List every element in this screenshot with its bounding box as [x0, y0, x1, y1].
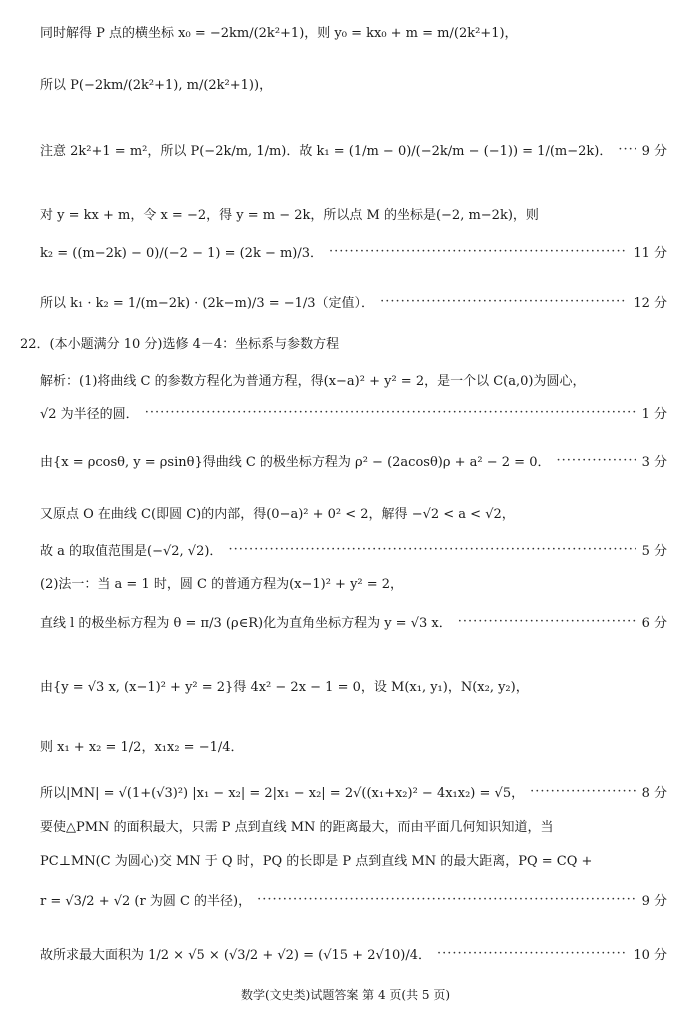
text-line: 同时解得 P 点的横坐标 x₀ = −2km/(2k²+1)，则 y₀ = kx₀ + m = m/(2k²+1)，	[40, 26, 518, 41]
score-label: 9 分	[641, 144, 667, 159]
dot-leader	[458, 614, 636, 629]
text-line: 所以 P(−2km/(2k²+1), m/(2k²+1))，	[40, 78, 273, 93]
dot-leader	[556, 453, 635, 468]
dot-leader	[145, 405, 636, 420]
dot-leader	[228, 542, 635, 557]
text-line: 要使△PMN 的面积最大，只需 P 点到直线 MN 的距离最大，而由平面几何知识知道，当	[40, 820, 554, 835]
text-line: 所以|MN| = √(1+(√3)²) |x₁ − x₂| = 2|x₁ − x₂| = 2√((x₁+x₂)² − 4x₁x₂) = √5， ····· 8 分	[40, 782, 667, 801]
text-line: 又原点 O 在曲线 C(即圆 C)的内部，得(0−a)² + 0² < 2，解得 −√2 < a < √2，	[40, 507, 515, 522]
text-line: 故所求最大面积为 1/2 × √5 × (√3/2 + √2) = (√15 + 2√10)/4． ····· 10 分	[40, 944, 667, 963]
dot-leader	[329, 244, 627, 259]
dot-leader	[257, 892, 635, 907]
score-label: 6 分	[641, 616, 667, 631]
text-line: PC⊥MN(C 为圆心)交 MN 于 Q 时，PQ 的长即是 P 点到直线 MN 的最大距离，PQ = CQ +	[40, 854, 593, 869]
score-label: 8 分	[641, 786, 667, 801]
text-line: k₂ = ((m−2k) − 0)/(−2 − 1) = (2k − m)/3． ····· 11 分	[40, 242, 667, 261]
text-line: √2 为半径的圆． ····· 1 分	[40, 403, 667, 422]
text-line: 对 y = kx + m，令 x = −2，得 y = m − 2k，所以点 M 的坐标是(−2, m−2k)，则	[40, 208, 539, 223]
score-label: 10 分	[633, 948, 667, 963]
dot-leader	[530, 784, 636, 799]
text-line: 由{y = √3 x, (x−1)² + y² = 2}得 4x² − 2x − 1 = 0，设 M(x₁, y₁)，N(x₂, y₂)，	[40, 680, 529, 695]
text-line: 故 a 的取值范围是(−√2, √2)． ····· 5 分	[40, 540, 667, 559]
text-line: 注意 2k²+1 = m²，所以 P(−2k/m, 1/m)．故 k₁ = (1/m − 0)/(−2k/m − (−1)) = 1/(m−2k)． ····· 9 分	[40, 140, 667, 159]
score-label: 3 分	[641, 455, 667, 470]
page-footer: 数学(文史类)试题答案 第 4 页(共 5 页)	[240, 988, 451, 1002]
score-label: 9 分	[641, 894, 667, 909]
dot-leader	[437, 946, 627, 961]
dot-leader	[618, 142, 635, 157]
score-label: 5 分	[641, 544, 667, 559]
score-label: 11 分	[633, 246, 667, 261]
score-label: 12 分	[633, 296, 667, 311]
text-line: 解析：(1)将曲线 C 的参数方程化为普通方程，得(x−a)² + y² = 2，是一个以 C(a,0)为圆心，	[40, 374, 586, 389]
text-line: 直线 l 的极坐标方程为 θ = π/3 (ρ∈R)化为直角坐标方程为 y = √3 x． ····· 6 分	[40, 612, 667, 631]
text-line: 由{x = ρcosθ, y = ρsinθ}得曲线 C 的极坐标方程为 ρ² − (2acosθ)ρ + a² − 2 = 0． ····· 3 分	[40, 451, 667, 470]
text-line: 则 x₁ + x₂ = 1/2，x₁x₂ = −1/4．	[40, 740, 244, 755]
score-label: 1 分	[641, 407, 667, 422]
text-line: (2)法一：当 a = 1 时，圆 C 的普通方程为(x−1)² + y² = 2，	[40, 577, 404, 592]
text-line: r = √3/2 + √2 (r 为圆 C 的半径)， ····· 9 分	[40, 890, 667, 909]
text-line: 所以 k₁ · k₂ = 1/(m−2k) · (2k−m)/3 = −1/3（定值）． ····· 12 分	[40, 292, 667, 311]
dot-leader	[380, 294, 627, 309]
question-heading: 22．(本小题满分 10 分)选修 4－4：坐标系与参数方程	[20, 337, 340, 352]
